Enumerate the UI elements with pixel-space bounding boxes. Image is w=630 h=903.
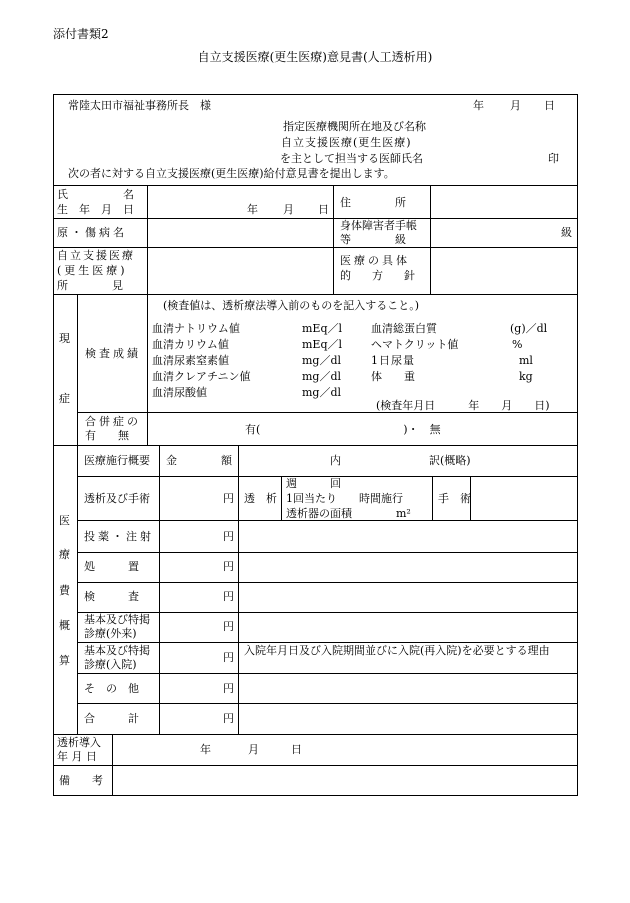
test-left-1-unit: mEq／l: [302, 338, 343, 351]
overview-header: 医療施行概要: [84, 454, 150, 467]
test-right-3-name: 体 重: [371, 370, 415, 383]
complication-label-2: 有 無: [85, 429, 129, 442]
grade-suffix: 級: [561, 226, 572, 239]
complication-label-1: 合併症の: [85, 415, 141, 428]
test-left-4-name: 血清尿酸値: [152, 386, 207, 399]
page-title: 自立支援医療(更生医療)意見書(人工透析用): [197, 50, 433, 64]
symptom-side-2: 症: [59, 392, 70, 405]
other-label: そ の 他: [84, 682, 139, 695]
test-right-1-name: ヘマトクリット値: [371, 338, 459, 351]
birth-month: 月: [283, 203, 294, 216]
amount-header-2: 額: [221, 454, 232, 467]
opinion-label-2: (更生医療): [57, 264, 128, 277]
test-right-2-name: 1日尿量: [371, 354, 415, 367]
outpatient-label-2: 診療(外来): [84, 627, 137, 640]
test-results-label: 検査成績: [85, 347, 141, 360]
dialysis-line3: 透析器の面積 m²: [286, 507, 411, 520]
test-left-0-unit: mEq／l: [302, 322, 343, 335]
name-label: 氏 名: [57, 188, 134, 201]
birth-day: 日: [318, 203, 329, 216]
attachment-label: 添付書類2: [53, 27, 109, 41]
inpatient-label-2: 診療(入院): [84, 658, 137, 671]
dialysis-sub: 透 析: [244, 492, 277, 505]
test-left-4-unit: mg／dl: [302, 386, 342, 399]
symptom-side-1: 現: [59, 332, 70, 345]
addressee: 常陸太田市福祉事務所長 様: [68, 99, 211, 112]
date-month: 月: [510, 99, 521, 112]
intro-day: 日: [291, 743, 302, 756]
dialysis-yen: 円: [223, 492, 234, 505]
dialysis-label: 透析及び手術: [84, 492, 150, 505]
inpatient-label-1: 基本及び特掲: [84, 644, 150, 657]
cost-side-2: 費: [59, 584, 70, 597]
outpatient-label-1: 基本及び特掲: [84, 613, 150, 626]
handbook-label-2: 等 級: [340, 233, 406, 246]
complication-options: 有( )・ 無: [245, 423, 441, 436]
handbook-label-1: 身体障害者手帳: [340, 219, 417, 232]
opinion-label-1: 自立支援医療: [57, 249, 135, 262]
test-left-1-name: 血清カリウム値: [152, 338, 229, 351]
policy-label-2: 的 方 針: [340, 269, 420, 282]
outpatient-yen: 円: [223, 620, 234, 633]
inpatient-yen: 円: [223, 651, 234, 664]
test-left-2-unit: mg／dl: [302, 354, 342, 367]
test-left-3-name: 血清クレアチニン値: [152, 370, 251, 383]
opinion-label-3: 所 見: [57, 279, 123, 292]
cost-side-3: 概: [59, 619, 70, 632]
intro-label-1: 透析導入: [57, 736, 101, 749]
address-label: 住 所: [340, 196, 406, 209]
drug-yen: 円: [223, 530, 234, 543]
medical-label: 自立支援医療(更生医療): [281, 136, 412, 149]
intro-month: 月: [248, 743, 259, 756]
exam-label: 検 査: [84, 590, 139, 603]
dialysis-line2: 1回当たり 時間施行: [286, 492, 403, 505]
institution-label: 指定医療機関所在地及び名称: [283, 120, 426, 133]
doctor-label: を主として担当する医師氏名: [280, 152, 423, 165]
test-right-0-name: 血清総蛋白質: [371, 322, 437, 335]
inpatient-reason: 入院年月日及び入院期間並びに入院(再入院)を必要とする理由: [244, 644, 550, 657]
total-yen: 円: [223, 712, 234, 725]
seal-mark: 印: [548, 152, 559, 165]
test-right-0-unit: (g)／dl: [510, 322, 548, 335]
policy-label-1: 医療の具体: [340, 254, 410, 267]
exam-yen: 円: [223, 590, 234, 603]
test-date: (検査年月日 年 月 日): [376, 399, 550, 412]
test-right-2-unit: ml: [519, 354, 533, 367]
birth-label: 生 年 月 日: [57, 203, 134, 216]
drug-label: 投薬・注射: [84, 530, 154, 543]
birth-year: 年: [247, 203, 258, 216]
treatment-label: 処 置: [84, 560, 139, 573]
amount-header-1: 金: [166, 454, 177, 467]
test-note: (検査値は、透析療法導入前のものを記入すること。): [163, 299, 420, 312]
intro-year: 年: [200, 743, 211, 756]
remarks-label: 備 考: [59, 774, 103, 787]
statement: 次の者に対する自立支援医療(更生医療)給付意見書を提出します。: [68, 167, 395, 180]
test-left-2-name: 血清尿素窒素値: [152, 354, 229, 367]
intro-label-2: 年 月 日: [57, 750, 97, 763]
test-left-3-unit: mg／dl: [302, 370, 342, 383]
date-day: 日: [544, 99, 555, 112]
other-yen: 円: [223, 682, 234, 695]
test-right-1-unit: %: [512, 338, 523, 351]
treatment-yen: 円: [223, 560, 234, 573]
content-header: 内 訳(概略): [330, 454, 471, 467]
date-year: 年: [473, 99, 484, 112]
cost-side-1: 療: [59, 548, 70, 561]
test-right-3-unit: kg: [519, 370, 533, 383]
cost-side-4: 算: [59, 654, 70, 667]
cost-side-0: 医: [59, 514, 70, 527]
surgery-label: 手 術: [438, 492, 471, 505]
total-label: 合 計: [84, 712, 139, 725]
test-left-0-name: 血清ナトリウム値: [152, 322, 240, 335]
dialysis-line1: 週 回: [286, 477, 341, 490]
disease-label: 原・傷病名: [57, 226, 127, 239]
